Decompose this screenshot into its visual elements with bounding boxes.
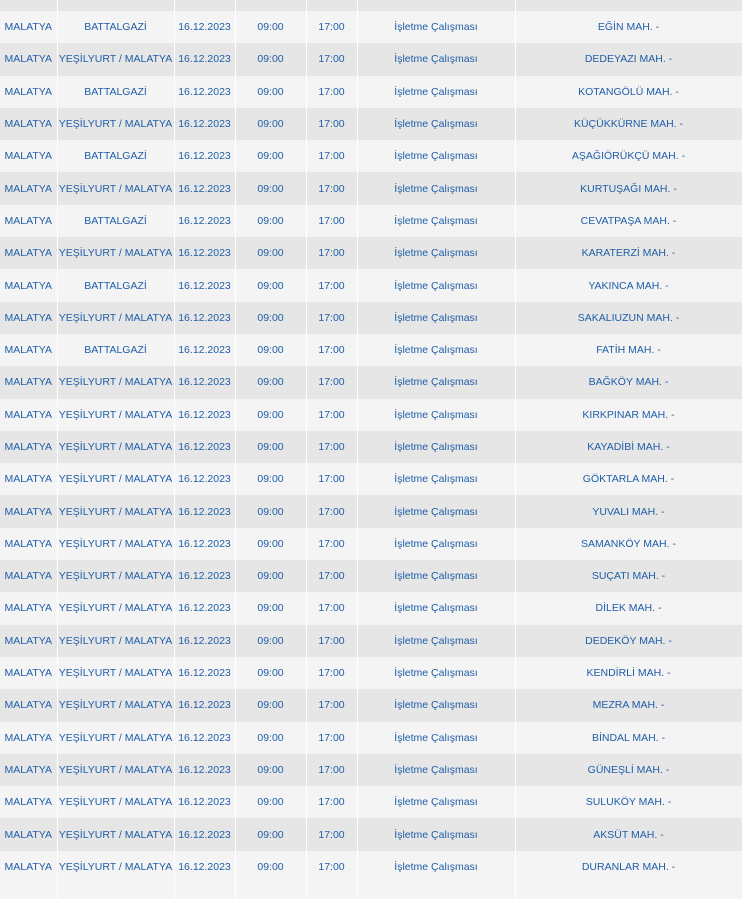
district-cell: YEŞİLYURT / MALATYA	[57, 528, 174, 560]
district-cell: YEŞİLYURT / MALATYA	[57, 560, 174, 592]
end-time-cell: 17:00	[306, 269, 357, 301]
empty-cell	[57, 883, 174, 899]
date-cell: 16.12.2023	[174, 495, 235, 527]
table-row	[0, 528, 742, 560]
reason-cell: İşletme Çalışması	[357, 592, 515, 624]
city-cell: MALATYA	[0, 560, 57, 592]
district-cell: YEŞİLYURT / MALATYA	[57, 399, 174, 431]
district-cell: YEŞİLYURT / MALATYA	[57, 431, 174, 463]
date-cell: 16.12.2023	[174, 366, 235, 398]
table-row	[0, 76, 742, 108]
end-time-cell: 17:00	[306, 43, 357, 75]
end-time-cell: 17:00	[306, 463, 357, 495]
date-cell: 16.12.2023	[174, 172, 235, 204]
area-cell: KURTUŞAĞI MAH. -	[515, 172, 742, 204]
start-time-cell: 09:00	[235, 689, 306, 721]
city-cell: MALATYA	[0, 754, 57, 786]
start-time-cell: 09:00	[235, 11, 306, 43]
district-cell: BATTALGAZİ	[57, 269, 174, 301]
date-cell: 16.12.2023	[174, 689, 235, 721]
district-cell: YEŞİLYURT / MALATYA	[57, 722, 174, 754]
reason-cell: İşletme Çalışması	[357, 689, 515, 721]
city-cell: MALATYA	[0, 205, 57, 237]
table-row	[0, 657, 742, 689]
area-cell: DEDEYAZI MAH. -	[515, 43, 742, 75]
reason-cell: İşletme Çalışması	[357, 528, 515, 560]
start-time-cell: 09:00	[235, 592, 306, 624]
city-cell: MALATYA	[0, 334, 57, 366]
district-cell: YEŞİLYURT / MALATYA	[57, 172, 174, 204]
start-time-cell: 09:00	[235, 205, 306, 237]
area-cell: AŞAĞIÖRÜKÇÜ MAH. -	[515, 140, 742, 172]
city-cell: MALATYA	[0, 786, 57, 818]
start-time-cell: 09:00	[235, 786, 306, 818]
start-time-cell: 09:00	[235, 851, 306, 883]
district-cell: YEŞİLYURT / MALATYA	[57, 625, 174, 657]
start-time-cell: 09:00	[235, 431, 306, 463]
end-time-cell: 17:00	[306, 625, 357, 657]
date-cell: 16.12.2023	[174, 657, 235, 689]
end-time-cell: 17:00	[306, 11, 357, 43]
area-cell: KARATERZİ MAH. -	[515, 237, 742, 269]
table-row	[0, 269, 742, 301]
reason-cell: İşletme Çalışması	[357, 786, 515, 818]
area-cell: KIRKPINAR MAH. -	[515, 399, 742, 431]
start-time-cell: 09:00	[235, 722, 306, 754]
district-cell: YEŞİLYURT / MALATYA	[57, 463, 174, 495]
reason-cell: İşletme Çalışması	[357, 463, 515, 495]
city-cell: MALATYA	[0, 43, 57, 75]
start-time-cell: 09:00	[235, 818, 306, 850]
empty-cell	[174, 883, 235, 899]
date-cell: 16.12.2023	[174, 269, 235, 301]
city-cell: MALATYA	[0, 722, 57, 754]
date-cell: 16.12.2023	[174, 108, 235, 140]
end-time-cell: 17:00	[306, 237, 357, 269]
end-time-cell: 17:00	[306, 334, 357, 366]
city-cell: MALATYA	[0, 528, 57, 560]
area-cell: DİLEK MAH. -	[515, 592, 742, 624]
city-cell: MALATYA	[0, 237, 57, 269]
end-time-cell: 17:00	[306, 302, 357, 334]
reason-cell: İşletme Çalışması	[357, 108, 515, 140]
end-time-cell: 17:00	[306, 528, 357, 560]
table-row	[0, 43, 742, 75]
table-row	[0, 463, 742, 495]
date-cell: 16.12.2023	[174, 592, 235, 624]
end-time-cell: 17:00	[306, 495, 357, 527]
city-cell: MALATYA	[0, 11, 57, 43]
district-cell: YEŞİLYURT / MALATYA	[57, 302, 174, 334]
area-cell: KAYADİBİ MAH. -	[515, 431, 742, 463]
reason-cell: İşletme Çalışması	[357, 334, 515, 366]
area-cell: GÖKTARLA MAH. -	[515, 463, 742, 495]
start-time-cell: 09:00	[235, 463, 306, 495]
reason-cell: İşletme Çalışması	[357, 302, 515, 334]
district-cell: YEŞİLYURT / MALATYA	[57, 818, 174, 850]
empty-cell	[0, 883, 57, 899]
end-time-cell: 17:00	[306, 851, 357, 883]
date-cell: 16.12.2023	[174, 76, 235, 108]
empty-cell	[515, 883, 742, 899]
district-cell: YEŞİLYURT / MALATYA	[57, 689, 174, 721]
start-time-cell: 09:00	[235, 334, 306, 366]
table-row	[0, 366, 742, 398]
table-row	[0, 108, 742, 140]
date-cell: 16.12.2023	[174, 754, 235, 786]
outage-table-body	[0, 11, 742, 899]
end-time-cell: 17:00	[306, 722, 357, 754]
start-time-cell: 09:00	[235, 302, 306, 334]
end-time-cell: 17:00	[306, 689, 357, 721]
end-time-cell: 17:00	[306, 657, 357, 689]
table-row	[0, 722, 742, 754]
district-cell: BATTALGAZİ	[57, 76, 174, 108]
start-time-cell: 09:00	[235, 560, 306, 592]
reason-cell: İşletme Çalışması	[357, 657, 515, 689]
city-cell: MALATYA	[0, 657, 57, 689]
district-cell: YEŞİLYURT / MALATYA	[57, 786, 174, 818]
district-cell: YEŞİLYURT / MALATYA	[57, 43, 174, 75]
start-time-cell: 09:00	[235, 495, 306, 527]
district-cell: YEŞİLYURT / MALATYA	[57, 851, 174, 883]
date-cell: 16.12.2023	[174, 302, 235, 334]
area-cell: AKSÜT MAH. -	[515, 818, 742, 850]
city-cell: MALATYA	[0, 851, 57, 883]
district-cell: YEŞİLYURT / MALATYA	[57, 657, 174, 689]
city-cell: MALATYA	[0, 302, 57, 334]
end-time-cell: 17:00	[306, 399, 357, 431]
date-cell: 16.12.2023	[174, 818, 235, 850]
city-cell: MALATYA	[0, 689, 57, 721]
district-cell: YEŞİLYURT / MALATYA	[57, 754, 174, 786]
table-row	[0, 754, 742, 786]
date-cell: 16.12.2023	[174, 334, 235, 366]
area-cell: BİNDAL MAH. -	[515, 722, 742, 754]
start-time-cell: 09:00	[235, 754, 306, 786]
area-cell: MEZRA MAH. -	[515, 689, 742, 721]
reason-cell: İşletme Çalışması	[357, 76, 515, 108]
outage-table	[0, 11, 742, 899]
area-cell: YUVALI MAH. -	[515, 495, 742, 527]
area-cell: FATİH MAH. -	[515, 334, 742, 366]
start-time-cell: 09:00	[235, 269, 306, 301]
city-cell: MALATYA	[0, 818, 57, 850]
start-time-cell: 09:00	[235, 108, 306, 140]
city-cell: MALATYA	[0, 108, 57, 140]
area-cell: SULUKÖY MAH. -	[515, 786, 742, 818]
city-cell: MALATYA	[0, 625, 57, 657]
table-row	[0, 818, 742, 850]
city-cell: MALATYA	[0, 76, 57, 108]
date-cell: 16.12.2023	[174, 786, 235, 818]
table-row	[0, 851, 742, 883]
date-cell: 16.12.2023	[174, 11, 235, 43]
area-cell: KÜÇÜKKÜRNE MAH. -	[515, 108, 742, 140]
reason-cell: İşletme Çalışması	[357, 495, 515, 527]
area-cell: SUÇATI MAH. -	[515, 560, 742, 592]
district-cell: BATTALGAZİ	[57, 140, 174, 172]
reason-cell: İşletme Çalışması	[357, 11, 515, 43]
date-cell: 16.12.2023	[174, 431, 235, 463]
end-time-cell: 17:00	[306, 172, 357, 204]
district-cell: YEŞİLYURT / MALATYA	[57, 592, 174, 624]
empty-cell	[357, 883, 515, 899]
district-cell: YEŞİLYURT / MALATYA	[57, 108, 174, 140]
reason-cell: İşletme Çalışması	[357, 237, 515, 269]
table-row	[0, 11, 742, 43]
area-cell: DEDEKÖY MAH. -	[515, 625, 742, 657]
district-cell: BATTALGAZİ	[57, 11, 174, 43]
table-row	[0, 592, 742, 624]
reason-cell: İşletme Çalışması	[357, 399, 515, 431]
date-cell: 16.12.2023	[174, 851, 235, 883]
reason-cell: İşletme Çalışması	[357, 754, 515, 786]
empty-cell	[306, 883, 357, 899]
reason-cell: İşletme Çalışması	[357, 366, 515, 398]
area-cell: EĞİN MAH. -	[515, 11, 742, 43]
city-cell: MALATYA	[0, 495, 57, 527]
district-cell: YEŞİLYURT / MALATYA	[57, 366, 174, 398]
reason-cell: İşletme Çalışması	[357, 818, 515, 850]
area-cell: CEVATPAŞA MAH. -	[515, 205, 742, 237]
end-time-cell: 17:00	[306, 592, 357, 624]
area-cell: KENDİRLİ MAH. -	[515, 657, 742, 689]
reason-cell: İşletme Çalışması	[357, 560, 515, 592]
city-cell: MALATYA	[0, 463, 57, 495]
date-cell: 16.12.2023	[174, 399, 235, 431]
start-time-cell: 09:00	[235, 657, 306, 689]
start-time-cell: 09:00	[235, 237, 306, 269]
area-cell: YAKINCA MAH. -	[515, 269, 742, 301]
area-cell: GÜNEŞLİ MAH. -	[515, 754, 742, 786]
end-time-cell: 17:00	[306, 205, 357, 237]
reason-cell: İşletme Çalışması	[357, 140, 515, 172]
table-row	[0, 625, 742, 657]
table-row	[0, 237, 742, 269]
reason-cell: İşletme Çalışması	[357, 431, 515, 463]
date-cell: 16.12.2023	[174, 140, 235, 172]
date-cell: 16.12.2023	[174, 625, 235, 657]
date-cell: 16.12.2023	[174, 722, 235, 754]
start-time-cell: 09:00	[235, 140, 306, 172]
date-cell: 16.12.2023	[174, 205, 235, 237]
city-cell: MALATYA	[0, 399, 57, 431]
table-row	[0, 560, 742, 592]
area-cell: BAĞKÖY MAH. -	[515, 366, 742, 398]
district-cell: YEŞİLYURT / MALATYA	[57, 237, 174, 269]
reason-cell: İşletme Çalışması	[357, 172, 515, 204]
start-time-cell: 09:00	[235, 625, 306, 657]
date-cell: 16.12.2023	[174, 43, 235, 75]
reason-cell: İşletme Çalışması	[357, 205, 515, 237]
district-cell: BATTALGAZİ	[57, 334, 174, 366]
table-row	[0, 205, 742, 237]
table-row	[0, 302, 742, 334]
end-time-cell: 17:00	[306, 786, 357, 818]
reason-cell: İşletme Çalışması	[357, 625, 515, 657]
reason-cell: İşletme Çalışması	[357, 722, 515, 754]
start-time-cell: 09:00	[235, 76, 306, 108]
district-cell: BATTALGAZİ	[57, 205, 174, 237]
area-cell: DURANLAR MAH. -	[515, 851, 742, 883]
table-row	[0, 172, 742, 204]
reason-cell: İşletme Çalışması	[357, 269, 515, 301]
date-cell: 16.12.2023	[174, 528, 235, 560]
start-time-cell: 09:00	[235, 366, 306, 398]
date-cell: 16.12.2023	[174, 560, 235, 592]
district-cell: YEŞİLYURT / MALATYA	[57, 495, 174, 527]
table-row	[0, 399, 742, 431]
start-time-cell: 09:00	[235, 528, 306, 560]
end-time-cell: 17:00	[306, 431, 357, 463]
end-time-cell: 17:00	[306, 140, 357, 172]
table-row	[0, 689, 742, 721]
city-cell: MALATYA	[0, 269, 57, 301]
table-row	[0, 495, 742, 527]
table-row-partial	[0, 883, 742, 899]
city-cell: MALATYA	[0, 366, 57, 398]
date-cell: 16.12.2023	[174, 463, 235, 495]
area-cell: SAMANKÖY MAH. -	[515, 528, 742, 560]
start-time-cell: 09:00	[235, 172, 306, 204]
city-cell: MALATYA	[0, 140, 57, 172]
start-time-cell: 09:00	[235, 399, 306, 431]
start-time-cell: 09:00	[235, 43, 306, 75]
area-cell: KOTANGÖLÜ MAH. -	[515, 76, 742, 108]
end-time-cell: 17:00	[306, 366, 357, 398]
end-time-cell: 17:00	[306, 818, 357, 850]
table-row	[0, 140, 742, 172]
reason-cell: İşletme Çalışması	[357, 43, 515, 75]
date-cell: 16.12.2023	[174, 237, 235, 269]
table-row	[0, 334, 742, 366]
reason-cell: İşletme Çalışması	[357, 851, 515, 883]
city-cell: MALATYA	[0, 431, 57, 463]
end-time-cell: 17:00	[306, 76, 357, 108]
city-cell: MALATYA	[0, 592, 57, 624]
end-time-cell: 17:00	[306, 560, 357, 592]
end-time-cell: 17:00	[306, 108, 357, 140]
area-cell: SAKALIUZUN MAH. -	[515, 302, 742, 334]
city-cell: MALATYA	[0, 172, 57, 204]
table-row	[0, 786, 742, 818]
end-time-cell: 17:00	[306, 754, 357, 786]
empty-cell	[235, 883, 306, 899]
table-row	[0, 431, 742, 463]
